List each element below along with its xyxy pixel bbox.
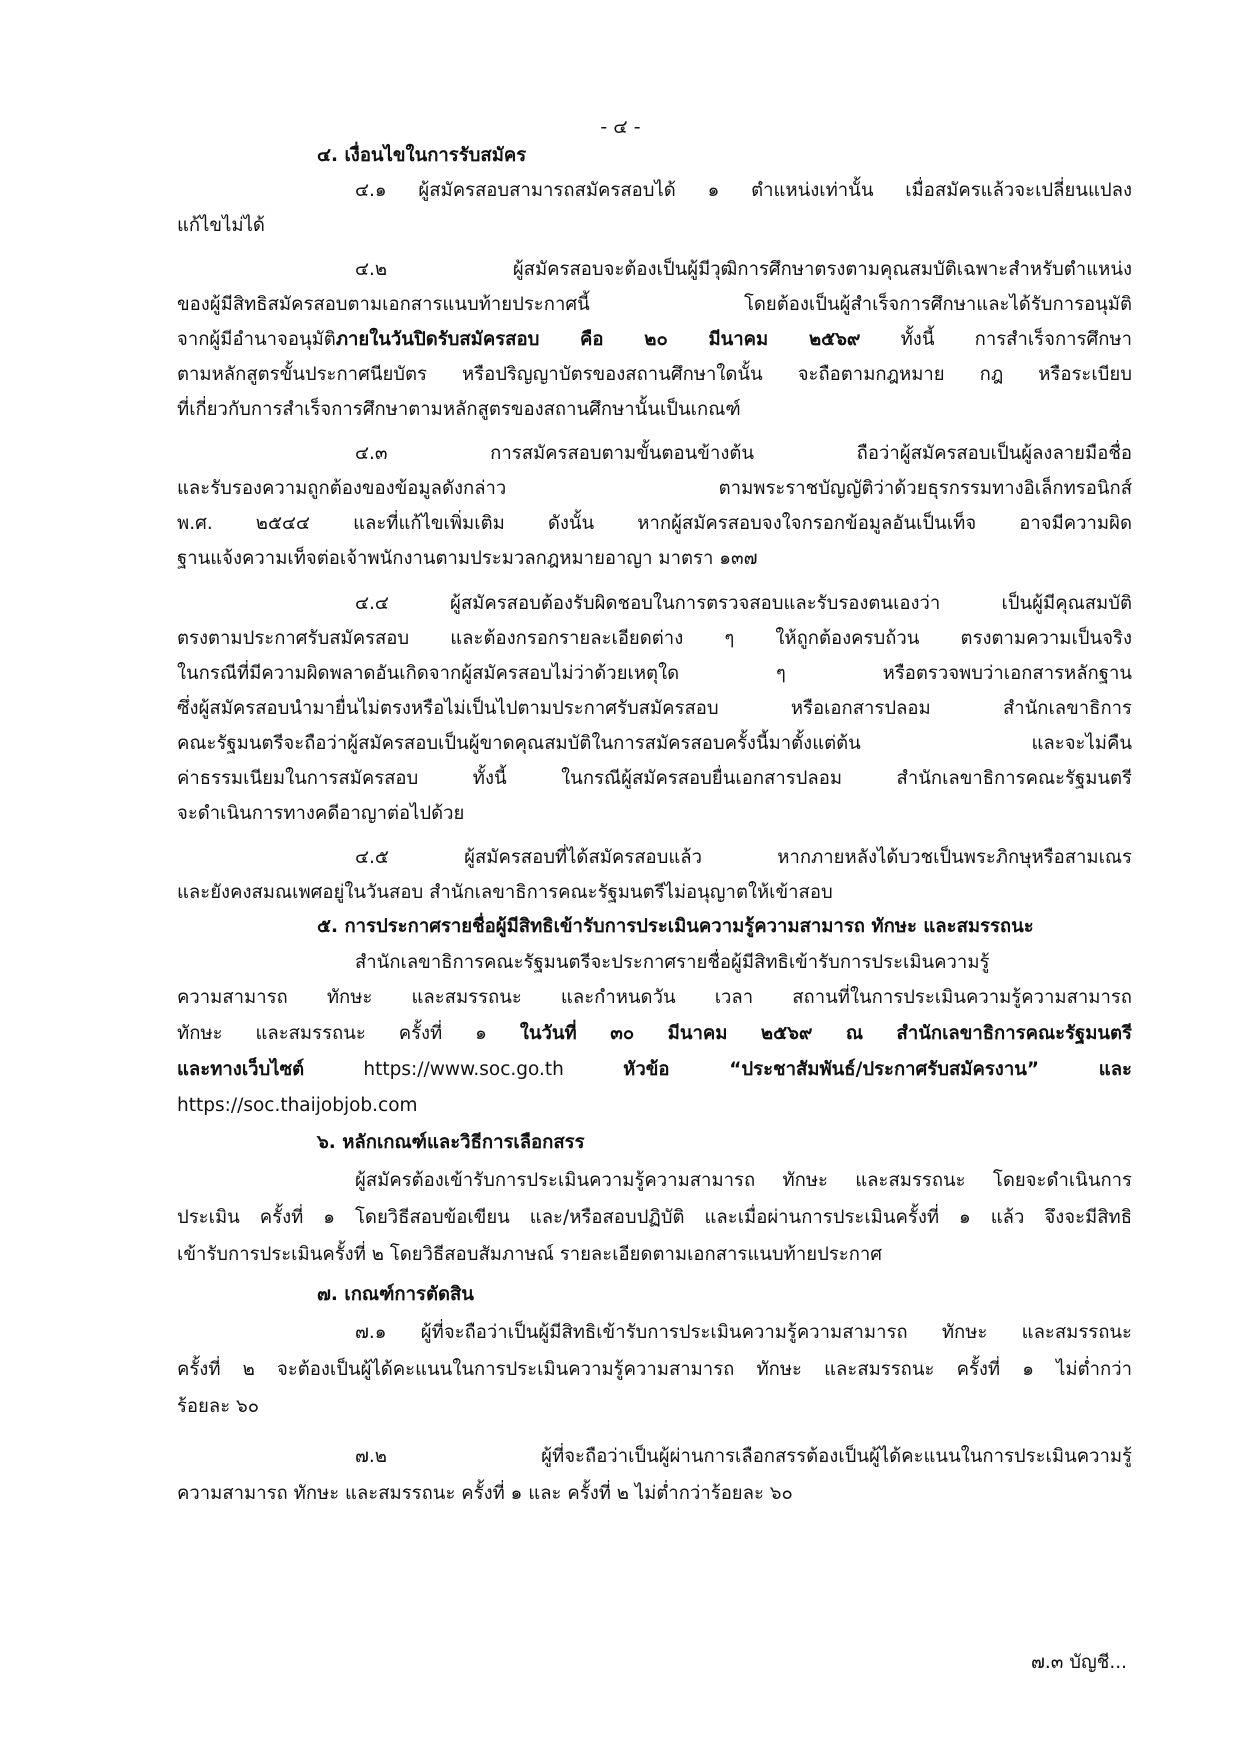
paragraph-4-4-line: คณะรัฐมนตรีจะถือว่าผู้สมัครสอบเป็นผู้ขาดคุณสมบัติในการสมัครสอบครั้งนี้มาตั้งแต่ต้น และจะไม่คืน [177,733,1132,754]
deadline-date: ภายในวันปิดรับสมัครสอบ คือ ๒๐ มีนาคม ๒๕๖๙ [335,329,861,350]
paragraph-7-1-line: ร้อยละ ๖๐ [177,1396,260,1417]
section-5-heading: ๕. การประกาศรายชื่อผู้มีสิทธิเข้ารับการประเมินความรู้ความสามารถ ทักษะ และสมรรถนะ [317,916,1034,937]
paragraph-7-2-line: ความสามารถ ทักษะ และสมรรถนะ ครั้งที่ ๑ และ ครั้งที่ ๒ ไม่ต่ำกว่าร้อยละ ๖๐ [177,1483,793,1504]
paragraph-4-2-line: ๔.๒ ผู้สมัครสอบจะต้องเป็นผู้มีวุฒิการศึกษาตรงตามคุณสมบัติเฉพาะสำหรับตำแหน่ง [355,259,1132,280]
paragraph-4-1-line: แก้ไขไม่ได้ [177,215,265,236]
section-5-line: ทักษะ และสมรรถนะ ครั้งที่ ๑ ในวันที่ ๓๐ มีนาคม ๒๕๖๙ ณ สำนักเลขาธิการคณะรัฐมนตรี [177,1023,1132,1044]
thaijobjob-link[interactable]: https://soc.thaijobjob.com [177,1095,418,1116]
paragraph-4-3-line: ฐานแจ้งความเท็จต่อเจ้าพนักงานตามประมวลกฎหมายอาญา มาตรา ๑๓๗ [177,548,758,569]
announcement-date: ในวันที่ ๓๐ มีนาคม ๒๕๖๙ ณ สำนักเลขาธิการคณะรัฐมนตรี [519,1023,1132,1044]
paragraph-7-1-line: ๗.๑ ผู้ที่จะถือว่าเป็นผู้มีสิทธิเข้ารับการประเมินความรู้ความสามารถ ทักษะ และสมรรถนะ [355,1322,1132,1343]
section-7-heading: ๗. เกณฑ์การตัดสิน [317,1284,474,1305]
paragraph-4-5-line: ๔.๕ ผู้สมัครสอบที่ได้สมัครสอบแล้ว หากภายหลังได้บวชเป็นพระภิกษุหรือสามเณร [355,847,1132,868]
paragraph-4-3-line: และรับรองความถูกต้องของข้อมูลดังกล่าว ตามพระราชบัญญัติว่าด้วยธุรกรรมทางอิเล็กทรอนิกส์ [177,478,1132,499]
paragraph-4-1-line: ๔.๑ ผู้สมัครสอบสามารถสมัครสอบได้ ๑ ตำแหน่งเท่านั้น เมื่อสมัครแล้วจะเปลี่ยนแปลง [355,180,1132,201]
paragraph-4-2-line: ของผู้มีสิทธิสมัครสอบตามเอกสารแนบท้ายประกาศนี้ โดยต้องเป็นผู้สำเร็จการศึกษาและได้รับการอนุมัติ [177,294,1132,315]
paragraph-4-2-line: ที่เกี่ยวกับการสำเร็จการศึกษาตามหลักสูตรของสถานศึกษานั้นเป็นเกณฑ์ [177,399,741,420]
paragraph-4-4-line: ค่าธรรมเนียมในการสมัครสอบ ทั้งนี้ ในกรณีผู้สมัครสอบยื่นเอกสารปลอม สำนักเลขาธิการคณะรัฐมนตรี [177,768,1132,789]
section-5-line: และทางเว็บไซต์ https://www.soc.go.th หัวข้อ “ประชาสัมพันธ์/ประกาศรับสมัครงาน” และ [177,1059,1132,1080]
paragraph-4-5-line: และยังคงสมณเพศอยู่ในวันสอบ สำนักเลขาธิการคณะรัฐมนตรีไม่อนุญาตให้เข้าสอบ [177,882,833,903]
paragraph-7-1-line: ครั้งที่ ๒ จะต้องเป็นผู้ได้คะแนนในการประเมินความรู้ความสามารถ ทักษะ และสมรรถนะ ครั้งที่ ๑ ไม่ต่ำกว่า [177,1359,1132,1380]
website-link[interactable]: https://www.soc.go.th [304,1059,624,1080]
section-5-line: ความสามารถ ทักษะ และสมรรถนะ และกำหนดวัน เวลา สถานที่ในการประเมินความรู้ความสามารถ [177,987,1132,1008]
paragraph-4-3-line: ๔.๓ การสมัครสอบตามขั้นตอนข้างต้น ถือว่าผู้สมัครสอบเป็นผู้ลงลายมือชื่อ [355,443,1132,464]
paragraph-4-4-line: จะดำเนินการทางคดีอาญาต่อไปด้วย [177,803,465,824]
section-6-line: เข้ารับการประเมินครั้งที่ ๒ โดยวิธีสอบสัมภาษณ์ รายละเอียดตามเอกสารแนบท้ายประกาศ [177,1244,883,1265]
paragraph-4-4-line: ซึ่งผู้สมัครสอบนำมายื่นไม่ตรงหรือไม่เป็นไปตามประกาศรับสมัครสอบ หรือเอกสารปลอม สำนักเลขาธิการ [177,698,1132,719]
section-4-heading: ๔. เงื่อนไขในการรับสมัคร [317,145,527,166]
section-6-heading: ๖. หลักเกณฑ์และวิธีการเลือกสรร [317,1132,585,1153]
section-5-line: สำนักเลขาธิการคณะรัฐมนตรีจะประกาศรายชื่อผู้มีสิทธิเข้ารับการประเมินความรู้ [355,952,990,973]
paragraph-4-2-line: จากผู้มีอำนาจอนุมัติภายในวันปิดรับสมัครสอบ คือ ๒๐ มีนาคม ๒๕๖๙ ทั้งนี้ การสำเร็จการศึกษา [177,329,1132,350]
paragraph-7-2-line: ๗.๒ ผู้ที่จะถือว่าเป็นผู้ผ่านการเลือกสรรต้องเป็นผู้ได้คะแนนในการประเมินความรู้ [355,1446,1132,1467]
continuation-footer: ๗.๓ บัญชี... [1030,1652,1127,1673]
paragraph-4-3-line: พ.ศ. ๒๕๔๔ และที่แก้ไขเพิ่มเติม ดังนั้น หากผู้สมัครสอบจงใจกรอกข้อมูลอันเป็นเท็จ อาจมีความผิด [177,513,1132,534]
paragraph-4-4-line: ตรงตามประกาศรับสมัครสอบ และต้องกรอกรายละเอียดต่าง ๆ ให้ถูกต้องครบถ้วน ตรงตามความเป็นจริง [177,628,1132,649]
page-number: - ๔ - [600,116,641,138]
paragraph-4-4-line: ในกรณีที่มีความผิดพลาดอันเกิดจากผู้สมัครสอบไม่ว่าด้วยเหตุใด ๆ หรือตรวจพบว่าเอกสารหลักฐาน [177,663,1132,684]
section-6-line: ประเมิน ครั้งที่ ๑ โดยวิธีสอบข้อเขียน และ/หรือสอบปฏิบัติ และเมื่อผ่านการประเมินครั้งที่ ๑ แล้ว จึงจะมีสิทธิ [177,1207,1132,1228]
paragraph-4-2-line: ตามหลักสูตรขั้นประกาศนียบัตร หรือปริญญาบัตรของสถานศึกษาใดนั้น จะถือตามกฎหมาย กฎ หรือระเบียบ [177,364,1132,385]
paragraph-4-4-line: ๔.๔ ผู้สมัครสอบต้องรับผิดชอบในการตรวจสอบและรับรองตนเองว่า เป็นผู้มีคุณสมบัติ [355,593,1132,614]
section-6-line: ผู้สมัครต้องเข้ารับการประเมินความรู้ความสามารถ ทักษะ และสมรรถนะ โดยจะดำเนินการ [355,1170,1132,1191]
